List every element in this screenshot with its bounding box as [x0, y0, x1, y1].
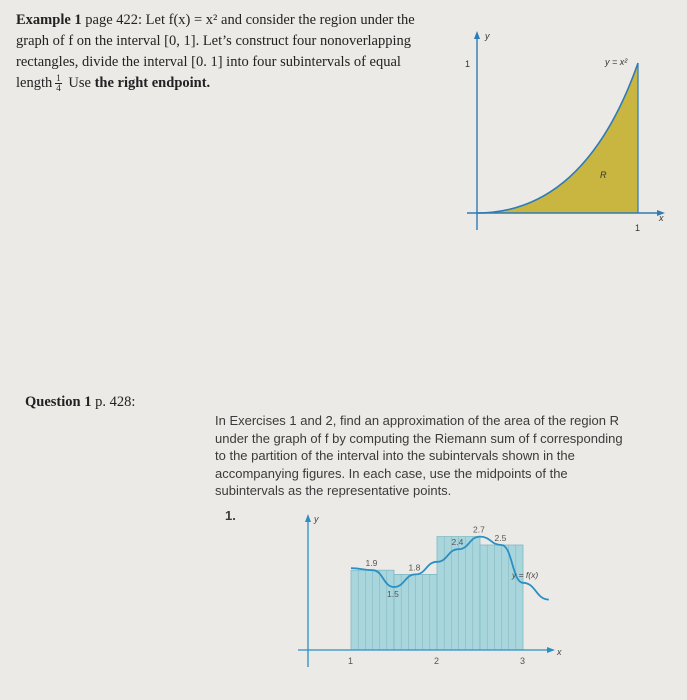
x-axis-arrow [547, 647, 555, 653]
curve-point-label-2: 1.5 [387, 589, 399, 599]
y-axis-label: y [314, 514, 319, 524]
curve-point-label-6: 2.5 [494, 533, 507, 543]
example-bold-tail: the right endpoint. [94, 75, 211, 91]
question-label [25, 394, 135, 411]
fraction-one-quarter [55, 74, 62, 93]
example-heading: Example 1 [16, 12, 82, 28]
question-number: Question 1 [25, 394, 92, 410]
exercise-number: 1. [225, 508, 236, 523]
curve-label: y = f(x) [512, 570, 539, 580]
y-axis-arrow [474, 31, 480, 39]
curve-point-label-3: 1.8 [408, 562, 421, 573]
question-page: p. 428: [91, 394, 136, 410]
x-tick-1: 1 [635, 223, 641, 233]
curve-point-label-4: 2.4 [451, 537, 464, 548]
x-tick-label-1: 1 [348, 656, 354, 666]
y-tick-1: 1 [465, 59, 471, 69]
x-tick-label-2: 2 [434, 656, 440, 666]
x-tick-label-3: 3 [520, 656, 526, 666]
figure-region-x-squared [455, 25, 675, 240]
fraction-denominator: 4 [56, 83, 61, 94]
y-axis-label: y [485, 31, 490, 41]
curve-point-label-1: 1.9 [365, 558, 378, 569]
x-axis-label: x [659, 213, 664, 223]
y-axis-arrow [305, 514, 311, 522]
bars-group [351, 537, 523, 650]
x-ticks-group [348, 656, 525, 666]
curve-point-label-5: 2.7 [473, 524, 485, 535]
x-axis-label: x [557, 647, 562, 657]
riemann-sum-chart [280, 505, 570, 675]
example-use: Use [64, 75, 95, 91]
curve-label: y = x² [605, 57, 628, 67]
example-paragraph [16, 10, 436, 94]
region-r-fill [477, 63, 638, 213]
example-body: page 422: Let f(x) = x² and consider the region under the graph of f on the interval [0, 1]. Let’s construct four nonoverlapping rectangles, divide the interval [0. 1] into four subintervals of equal length [16, 12, 415, 91]
fraction-numerator: 1 [56, 73, 61, 84]
exercise-paragraph: In Exercises 1 and 2, find an approximation of the area of the region R under the graph of f by computing the Riemann sum of f corresponding to the partition of the interval into the subintervals shown in the accompanying figures. In each case, use the midpoints of the subintervals as the representative points. [215, 413, 623, 498]
region-label: R [600, 170, 607, 180]
